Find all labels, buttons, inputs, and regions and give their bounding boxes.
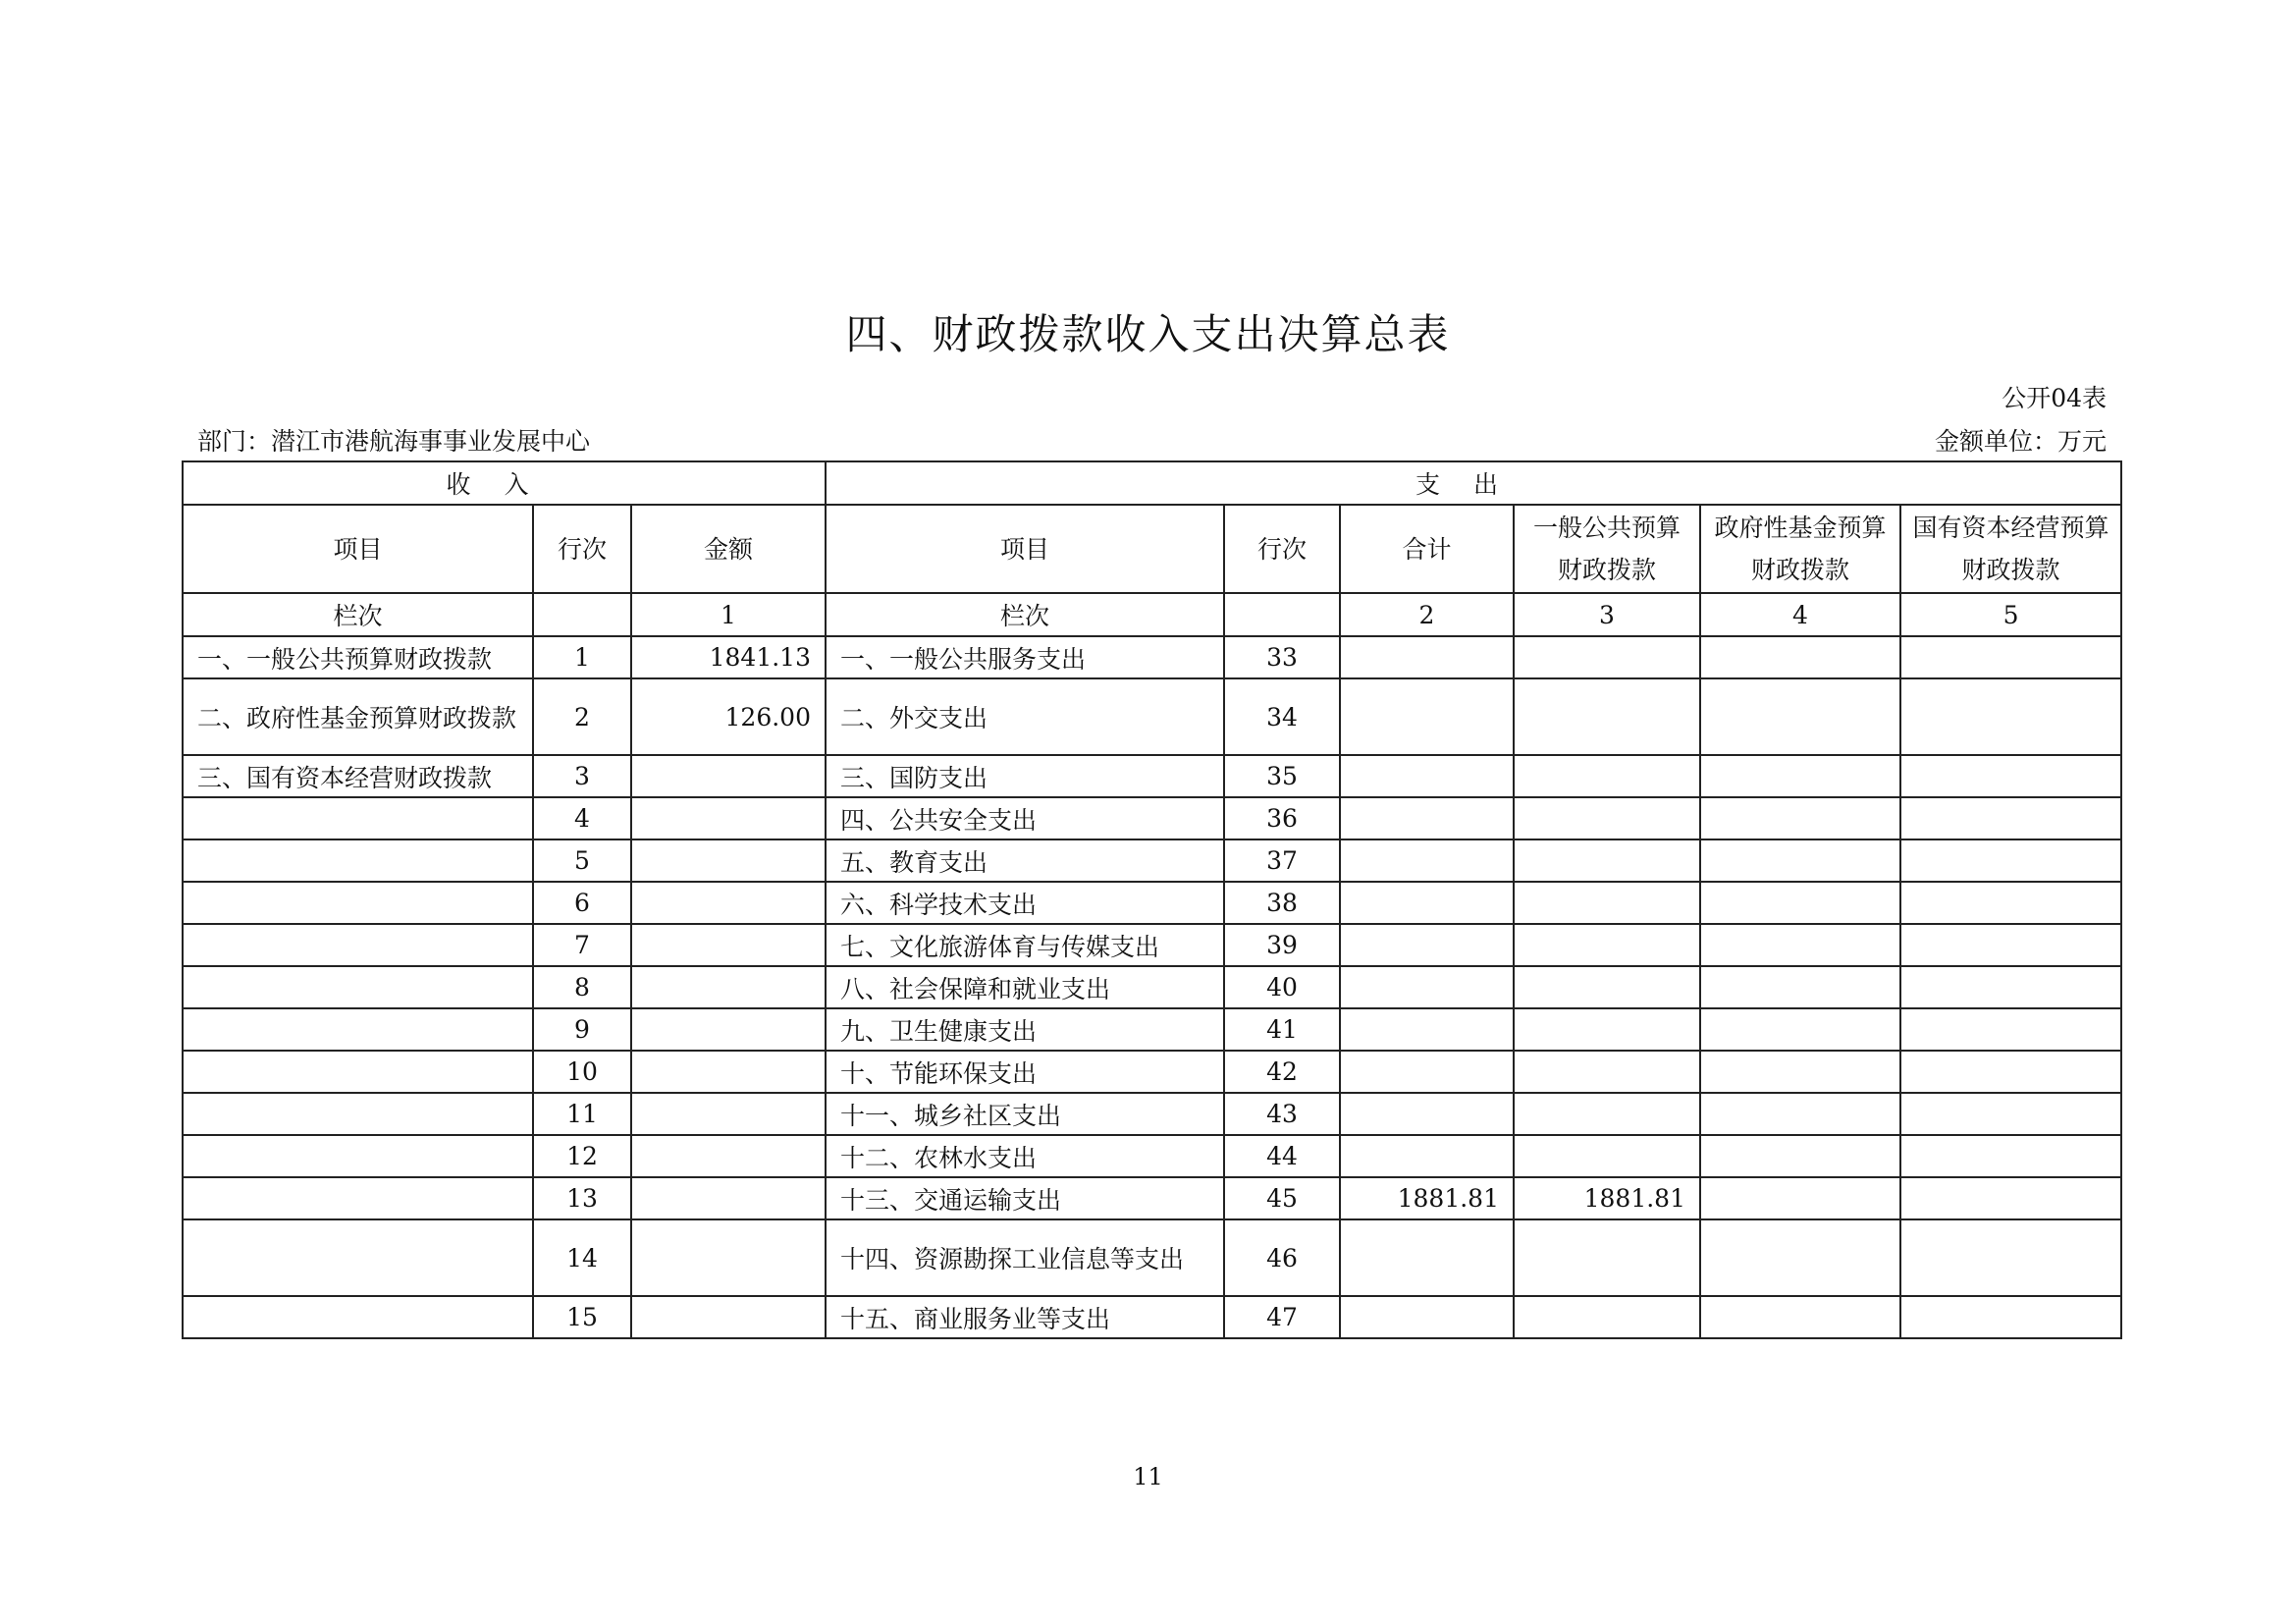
general-budget-cell	[1514, 1219, 1700, 1296]
expense-line-cell: 35	[1224, 755, 1340, 797]
header-income-line: 行次	[533, 505, 631, 593]
header-income-item: 项目	[183, 505, 533, 593]
income-line-cell: 5	[533, 839, 631, 882]
income-section-header: 收入	[183, 461, 826, 505]
column-number-gov-fund: 4	[1700, 593, 1900, 636]
table-row	[183, 797, 2121, 839]
header-state-capital: 国有资本经营预算财政拨款	[1900, 505, 2121, 593]
expense-line-cell: 38	[1224, 882, 1340, 924]
total-cell	[1340, 1219, 1514, 1296]
expense-item-cell: 三、国防支出	[826, 755, 1224, 797]
column-number-total: 2	[1340, 593, 1514, 636]
general-budget-cell	[1514, 678, 1700, 755]
expense-item-cell: 九、卫生健康支出	[826, 1008, 1224, 1051]
state-capital-cell	[1900, 797, 2121, 839]
general-budget-cell	[1514, 1135, 1700, 1177]
income-amount-cell	[631, 1135, 826, 1177]
income-item-cell	[183, 1296, 533, 1338]
general-budget-cell	[1514, 882, 1700, 924]
gov-fund-cell	[1700, 1177, 1900, 1219]
amount-unit-label: 金额单位：万元	[1934, 427, 2107, 456]
expense-line-cell: 33	[1224, 636, 1340, 678]
table-row	[183, 1219, 2121, 1296]
expense-item-cell: 一、一般公共服务支出	[826, 636, 1224, 678]
income-amount-cell	[631, 797, 826, 839]
page-number: 11	[1133, 1463, 1163, 1490]
expense-section-header: 支出	[826, 461, 2121, 505]
expense-item-cell: 五、教育支出	[826, 839, 1224, 882]
general-budget-cell	[1514, 797, 1700, 839]
gov-fund-cell	[1700, 1051, 1900, 1093]
table-row	[183, 839, 2121, 882]
column-number-general-budget: 3	[1514, 593, 1700, 636]
general-budget-cell	[1514, 1296, 1700, 1338]
income-amount-cell	[631, 1051, 826, 1093]
header-total: 合计	[1340, 505, 1514, 593]
gov-fund-cell	[1700, 966, 1900, 1008]
budget-summary-table	[182, 460, 2122, 1339]
table-row	[183, 882, 2121, 924]
total-cell	[1340, 797, 1514, 839]
gov-fund-cell	[1700, 1135, 1900, 1177]
expense-item-cell: 八、社会保障和就业支出	[826, 966, 1224, 1008]
expense-line-cell: 44	[1224, 1135, 1340, 1177]
state-capital-cell	[1900, 636, 2121, 678]
expense-line-cell: 36	[1224, 797, 1340, 839]
income-amount-cell	[631, 839, 826, 882]
income-item-cell	[183, 1219, 533, 1296]
header-gov-fund: 政府性基金预算财政拨款	[1700, 505, 1900, 593]
total-cell	[1340, 839, 1514, 882]
income-item-cell	[183, 966, 533, 1008]
total-cell	[1340, 924, 1514, 966]
header-expense-item: 项目	[826, 505, 1224, 593]
income-line-cell: 8	[533, 966, 631, 1008]
income-line-cell: 12	[533, 1135, 631, 1177]
column-number-income-amount: 1	[631, 593, 826, 636]
gov-fund-cell	[1700, 636, 1900, 678]
income-line-cell: 13	[533, 1177, 631, 1219]
total-cell	[1340, 882, 1514, 924]
income-line-cell: 11	[533, 1093, 631, 1135]
state-capital-cell	[1900, 839, 2121, 882]
expense-item-cell: 十三、交通运输支出	[826, 1177, 1224, 1219]
column-number-state-capital: 5	[1900, 593, 2121, 636]
total-cell	[1340, 678, 1514, 755]
state-capital-cell	[1900, 678, 2121, 755]
income-line-cell: 9	[533, 1008, 631, 1051]
expense-item-cell: 七、文化旅游体育与传媒支出	[826, 924, 1224, 966]
state-capital-cell	[1900, 882, 2121, 924]
column-number-row	[183, 593, 2121, 636]
income-line-cell: 6	[533, 882, 631, 924]
table-row	[183, 1177, 2121, 1219]
income-line-cell: 14	[533, 1219, 631, 1296]
income-line-cell: 15	[533, 1296, 631, 1338]
income-item-cell: 一、一般公共预算财政拨款	[183, 636, 533, 678]
income-amount-cell: 126.00	[631, 678, 826, 755]
total-cell	[1340, 1093, 1514, 1135]
expense-line-cell: 40	[1224, 966, 1340, 1008]
income-item-cell: 三、国有资本经营财政拨款	[183, 755, 533, 797]
state-capital-cell	[1900, 1296, 2121, 1338]
expense-line-cell: 34	[1224, 678, 1340, 755]
expense-line-cell: 46	[1224, 1219, 1340, 1296]
expense-line-cell: 47	[1224, 1296, 1340, 1338]
income-item-cell	[183, 882, 533, 924]
income-line-cell: 1	[533, 636, 631, 678]
income-amount-cell: 1841.13	[631, 636, 826, 678]
expense-item-cell: 十、节能环保支出	[826, 1051, 1224, 1093]
column-number-expense-label: 栏次	[826, 593, 1224, 636]
state-capital-cell	[1900, 966, 2121, 1008]
page-title: 四、财政拨款收入支出决算总表	[845, 310, 1451, 358]
income-line-cell: 4	[533, 797, 631, 839]
department-label: 部门：潜江市港航海事事业发展中心	[197, 427, 591, 456]
header-expense-line: 行次	[1224, 505, 1340, 593]
gov-fund-cell	[1700, 797, 1900, 839]
table-row	[183, 636, 2121, 678]
expense-line-cell: 43	[1224, 1093, 1340, 1135]
income-item-cell	[183, 1008, 533, 1051]
state-capital-cell	[1900, 755, 2121, 797]
expense-line-cell: 37	[1224, 839, 1340, 882]
gov-fund-cell	[1700, 1219, 1900, 1296]
gov-fund-cell	[1700, 839, 1900, 882]
header-general-budget: 一般公共预算财政拨款	[1514, 505, 1700, 593]
table-row	[183, 1093, 2121, 1135]
income-amount-cell	[631, 966, 826, 1008]
general-budget-cell	[1514, 636, 1700, 678]
income-amount-cell	[631, 1008, 826, 1051]
table-row	[183, 924, 2121, 966]
income-item-cell	[183, 1051, 533, 1093]
state-capital-cell	[1900, 1135, 2121, 1177]
table-row	[183, 966, 2121, 1008]
total-cell: 1881.81	[1340, 1177, 1514, 1219]
general-budget-cell	[1514, 1051, 1700, 1093]
income-amount-cell	[631, 1177, 826, 1219]
expense-item-cell: 四、公共安全支出	[826, 797, 1224, 839]
expense-item-cell: 十一、城乡社区支出	[826, 1093, 1224, 1135]
state-capital-cell	[1900, 1093, 2121, 1135]
income-amount-cell	[631, 1219, 826, 1296]
income-item-cell	[183, 924, 533, 966]
state-capital-cell	[1900, 1051, 2121, 1093]
total-cell	[1340, 636, 1514, 678]
general-budget-cell	[1514, 1093, 1700, 1135]
expense-line-cell: 39	[1224, 924, 1340, 966]
income-line-cell: 3	[533, 755, 631, 797]
state-capital-cell	[1900, 1177, 2121, 1219]
state-capital-cell	[1900, 1219, 2121, 1296]
column-number-income-line	[533, 593, 631, 636]
income-amount-cell	[631, 755, 826, 797]
state-capital-cell	[1900, 924, 2121, 966]
table-row	[183, 1051, 2121, 1093]
form-code: 公开04表	[2002, 384, 2107, 412]
table-row	[183, 1008, 2121, 1051]
expense-item-cell: 十四、资源勘探工业信息等支出	[826, 1219, 1224, 1296]
expense-item-cell: 十五、商业服务业等支出	[826, 1296, 1224, 1338]
expense-item-cell: 六、科学技术支出	[826, 882, 1224, 924]
expense-line-cell: 45	[1224, 1177, 1340, 1219]
gov-fund-cell	[1700, 678, 1900, 755]
total-cell	[1340, 966, 1514, 1008]
gov-fund-cell	[1700, 755, 1900, 797]
income-line-cell: 2	[533, 678, 631, 755]
income-line-cell: 7	[533, 924, 631, 966]
general-budget-cell	[1514, 966, 1700, 1008]
column-number-expense-line	[1224, 593, 1340, 636]
gov-fund-cell	[1700, 882, 1900, 924]
gov-fund-cell	[1700, 1008, 1900, 1051]
table-row	[183, 1296, 2121, 1338]
income-item-cell	[183, 1135, 533, 1177]
header-income-amount: 金额	[631, 505, 826, 593]
section-header-row	[183, 461, 2121, 505]
column-number-income-label: 栏次	[183, 593, 533, 636]
column-header-row	[183, 505, 2121, 593]
total-cell	[1340, 1051, 1514, 1093]
expense-item-cell: 二、外交支出	[826, 678, 1224, 755]
gov-fund-cell	[1700, 1093, 1900, 1135]
general-budget-cell	[1514, 1008, 1700, 1051]
general-budget-cell	[1514, 924, 1700, 966]
expense-item-cell: 十二、农林水支出	[826, 1135, 1224, 1177]
income-amount-cell	[631, 882, 826, 924]
income-item-cell: 二、政府性基金预算财政拨款	[183, 678, 533, 755]
table-row	[183, 755, 2121, 797]
income-amount-cell	[631, 1296, 826, 1338]
state-capital-cell	[1900, 1008, 2121, 1051]
table-row	[183, 678, 2121, 755]
income-line-cell: 10	[533, 1051, 631, 1093]
total-cell	[1340, 755, 1514, 797]
income-amount-cell	[631, 924, 826, 966]
expense-line-cell: 41	[1224, 1008, 1340, 1051]
general-budget-cell	[1514, 839, 1700, 882]
table-row	[183, 1135, 2121, 1177]
income-item-cell	[183, 839, 533, 882]
total-cell	[1340, 1135, 1514, 1177]
general-budget-cell: 1881.81	[1514, 1177, 1700, 1219]
total-cell	[1340, 1296, 1514, 1338]
income-item-cell	[183, 797, 533, 839]
income-item-cell	[183, 1093, 533, 1135]
income-amount-cell	[631, 1093, 826, 1135]
general-budget-cell	[1514, 755, 1700, 797]
expense-line-cell: 42	[1224, 1051, 1340, 1093]
gov-fund-cell	[1700, 1296, 1900, 1338]
income-item-cell	[183, 1177, 533, 1219]
gov-fund-cell	[1700, 924, 1900, 966]
total-cell	[1340, 1008, 1514, 1051]
